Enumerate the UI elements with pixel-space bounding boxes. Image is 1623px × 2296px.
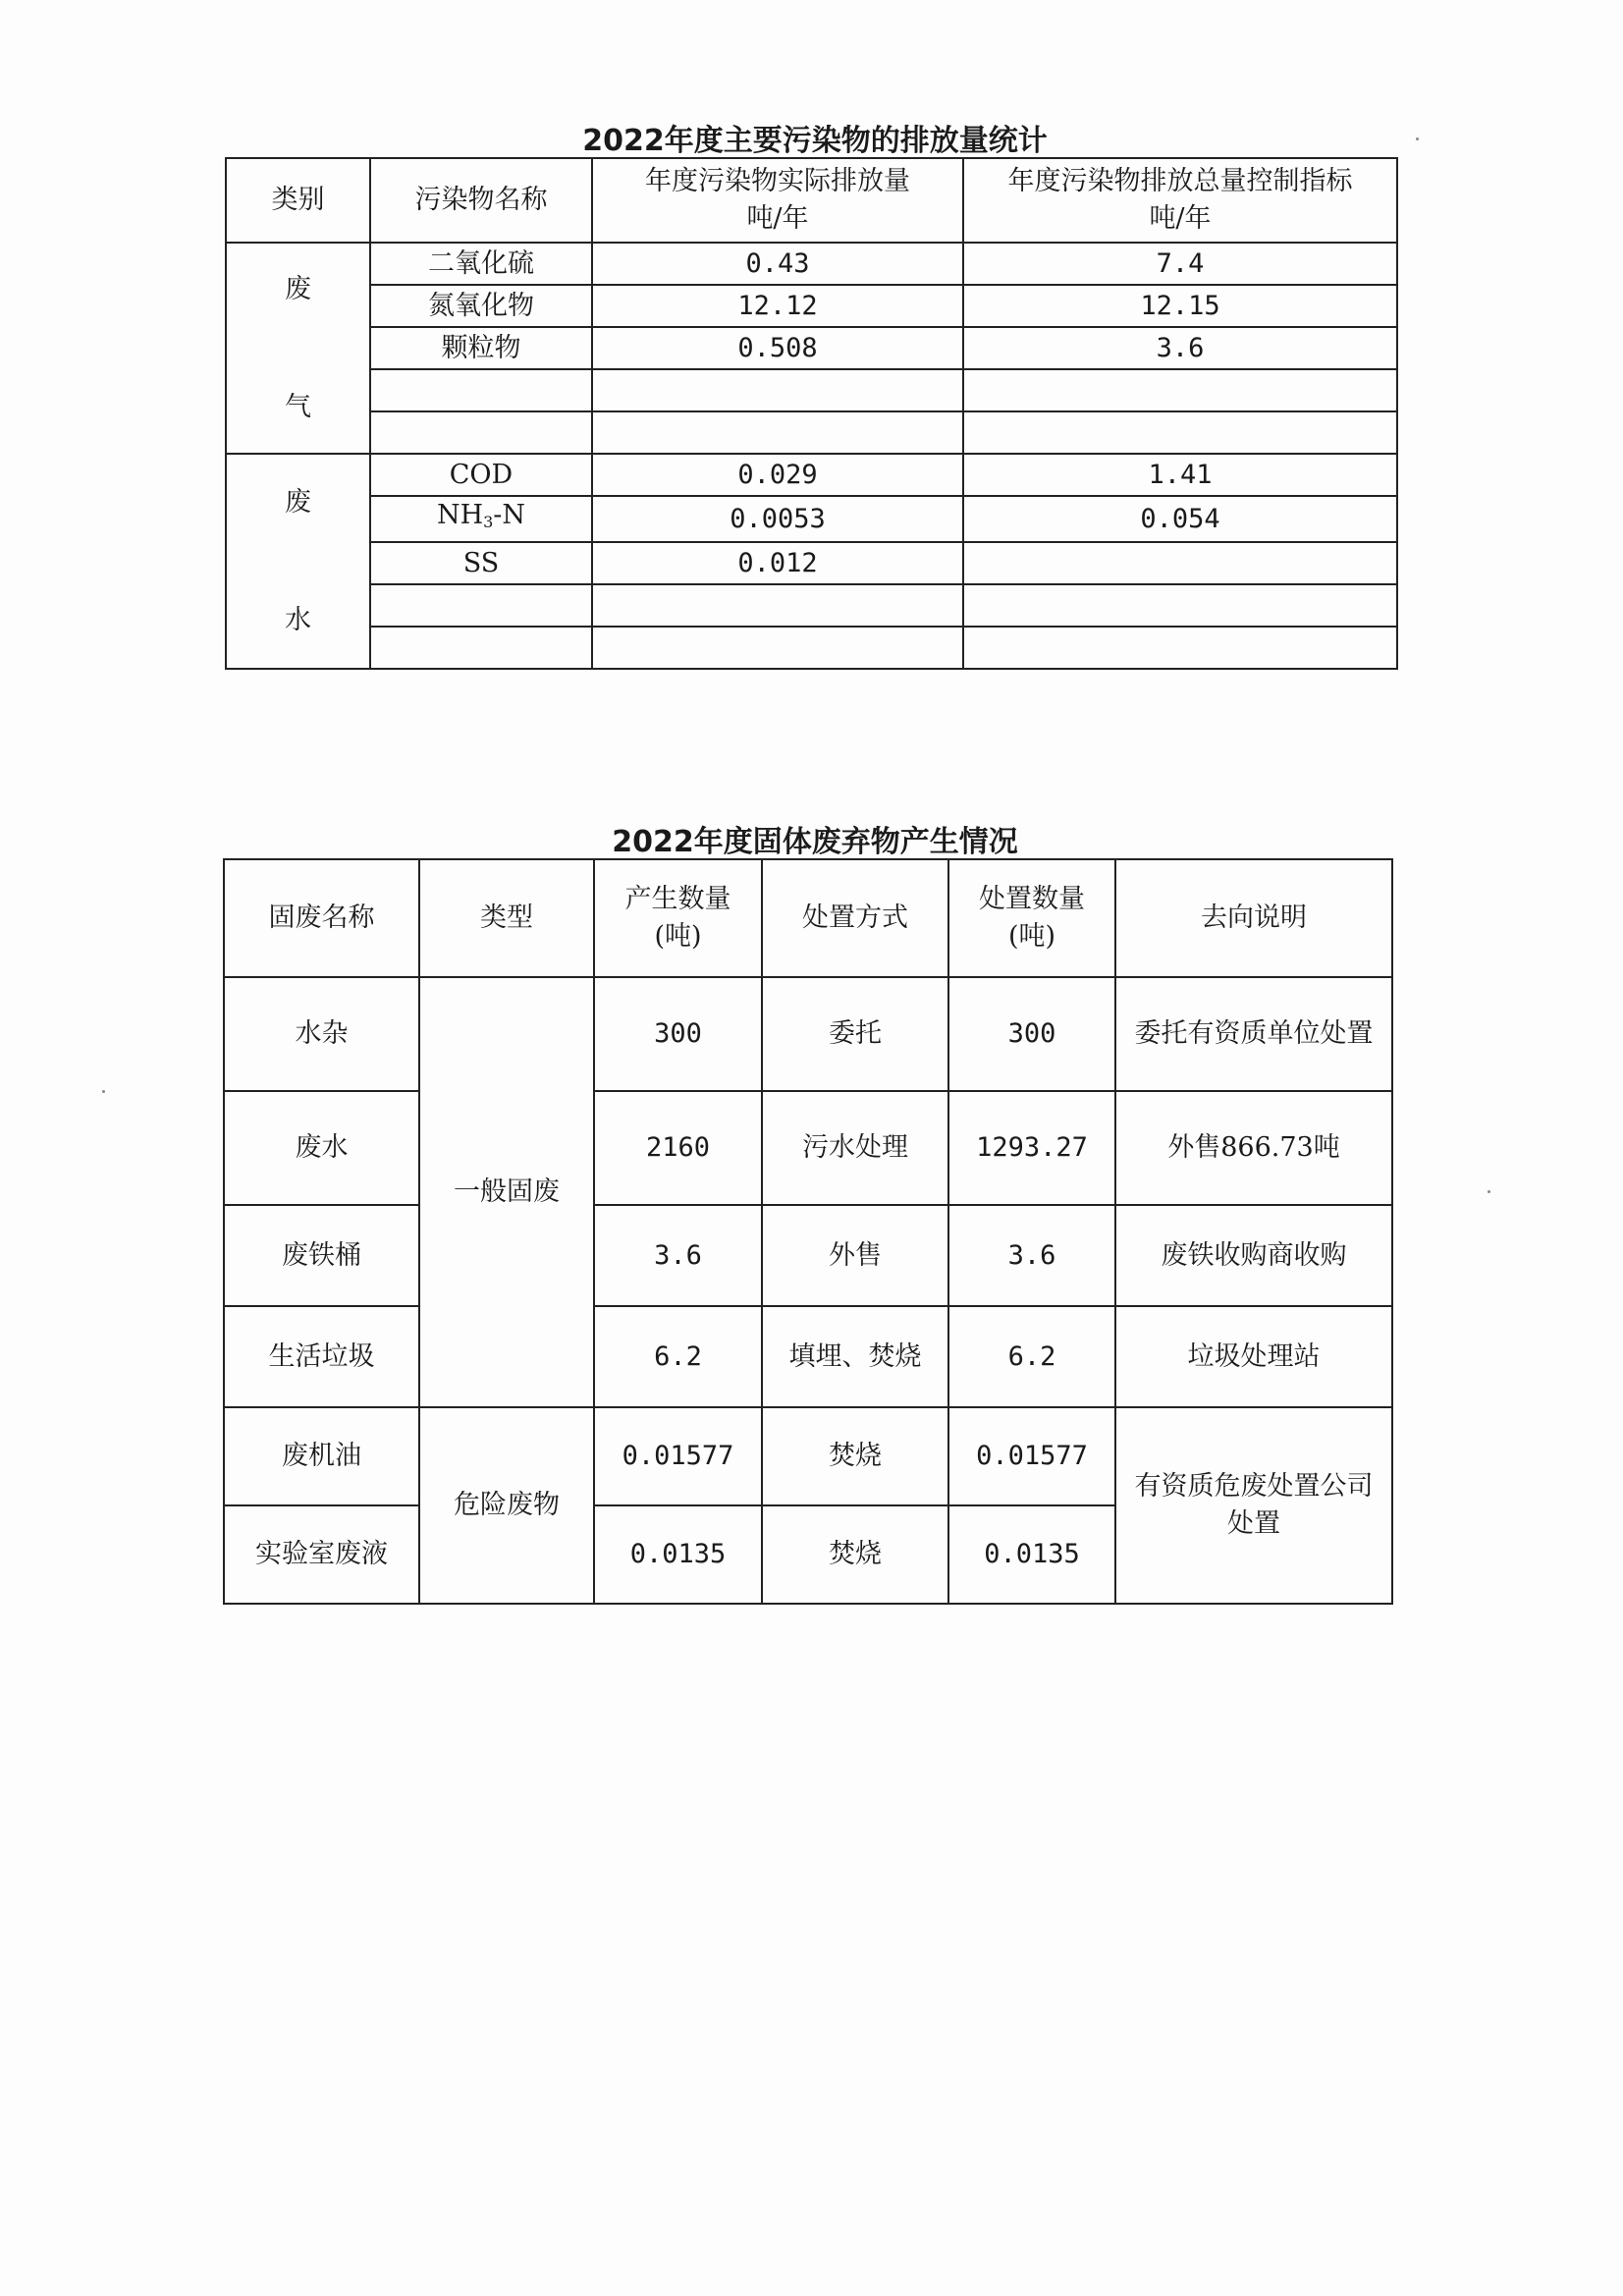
empty-cell	[592, 584, 963, 627]
disposed-value: 1293.27	[948, 1091, 1115, 1205]
destination-value: 垃圾处理站	[1115, 1306, 1392, 1407]
disposed-value: 6.2	[948, 1306, 1115, 1407]
produced-value: 2160	[594, 1091, 762, 1205]
pollutant-name: SS	[370, 542, 592, 584]
pollutant-name: COD	[370, 454, 592, 496]
header-actual	[592, 158, 963, 243]
emission-table-title: 2022年度主要污染物的排放量统计	[582, 124, 1048, 158]
empty-cell	[370, 369, 592, 411]
pollutant-name: 氮氧化物	[370, 285, 592, 327]
table-row	[226, 285, 1397, 327]
empty-cell	[592, 627, 963, 669]
actual-value: 12.12	[592, 285, 963, 327]
disposed-value: 0.0135	[948, 1505, 1115, 1604]
table-row	[226, 542, 1397, 584]
actual-value: 0.508	[592, 327, 963, 369]
limit-value: 7.4	[963, 243, 1397, 285]
disposed-value: 3.6	[948, 1205, 1115, 1306]
scan-speck	[1416, 137, 1419, 140]
category-water-char2: 水	[285, 604, 311, 635]
limit-value: 3.6	[963, 327, 1397, 369]
emission-header-row	[226, 158, 1397, 243]
header-limit	[963, 158, 1397, 243]
header-produced	[594, 859, 762, 977]
table-row	[226, 327, 1397, 369]
waste-name: 生活垃圾	[224, 1306, 419, 1407]
solid-waste-table-title: 2022年度固体废弃物产生情况	[612, 825, 1018, 859]
pollutant-name-suffix: -N	[493, 500, 526, 530]
limit-value	[963, 542, 1397, 584]
header-produced-line2: (吨)	[654, 921, 702, 952]
produced-value: 6.2	[594, 1306, 762, 1407]
table-row	[226, 243, 1397, 285]
produced-value: 0.0135	[594, 1505, 762, 1604]
solid-waste-table	[223, 858, 1393, 1605]
table-row-empty	[226, 369, 1397, 411]
header-destination: 去向说明	[1115, 859, 1392, 977]
header-method: 处置方式	[762, 859, 948, 977]
table-row-empty	[226, 627, 1397, 669]
empty-cell	[370, 411, 592, 454]
scan-speck	[102, 1090, 105, 1093]
hazardous-destination: 有资质危废处置公司处置	[1115, 1407, 1392, 1604]
table-row	[226, 454, 1397, 496]
waste-name: 实验室废液	[224, 1505, 419, 1604]
actual-value: 0.012	[592, 542, 963, 584]
header-actual-line1: 年度污染物实际排放量	[645, 166, 910, 196]
header-name: 固废名称	[224, 859, 419, 977]
table-row	[224, 1091, 1392, 1205]
actual-value: 0.43	[592, 243, 963, 285]
disposed-value: 300	[948, 977, 1115, 1091]
table-row-empty	[226, 584, 1397, 627]
method-value: 焚烧	[762, 1505, 948, 1604]
produced-value: 3.6	[594, 1205, 762, 1306]
limit-value: 0.054	[963, 496, 1397, 542]
category-gas-char2: 气	[285, 391, 311, 422]
pollutant-name: 颗粒物	[370, 327, 592, 369]
solid-header-row	[224, 859, 1392, 977]
method-value: 焚烧	[762, 1407, 948, 1505]
destination-value: 委托有资质单位处置	[1115, 977, 1392, 1091]
pollutant-name-prefix: NH	[436, 500, 484, 530]
header-actual-line2: 吨/年	[746, 203, 809, 234]
empty-cell	[592, 369, 963, 411]
destination-value: 外售866.73吨	[1115, 1091, 1392, 1205]
limit-value: 1.41	[963, 454, 1397, 496]
header-limit-line1: 年度污染物排放总量控制指标	[1007, 166, 1353, 196]
category-water	[226, 454, 370, 669]
pollutant-name-subscript: 3	[483, 513, 494, 531]
emission-table	[225, 157, 1398, 670]
waste-name: 废机油	[224, 1407, 419, 1505]
actual-value: 0.029	[592, 454, 963, 496]
actual-value: 0.0053	[592, 496, 963, 542]
empty-cell	[370, 627, 592, 669]
method-value: 委托	[762, 977, 948, 1091]
table-row	[224, 977, 1392, 1091]
header-disposed	[948, 859, 1115, 977]
limit-value: 12.15	[963, 285, 1397, 327]
empty-cell	[963, 627, 1397, 669]
header-disposed-line1: 处置数量	[979, 884, 1085, 914]
type-general: 一般固废	[419, 977, 594, 1407]
empty-cell	[370, 584, 592, 627]
category-gas-char1: 废	[285, 273, 311, 304]
header-disposed-line2: (吨)	[1007, 921, 1056, 952]
table-row	[224, 1205, 1392, 1306]
header-limit-line2: 吨/年	[1149, 203, 1212, 234]
produced-value: 300	[594, 977, 762, 1091]
destination-value: 废铁收购商收购	[1115, 1205, 1392, 1306]
type-hazardous: 危险废物	[419, 1407, 594, 1604]
empty-cell	[592, 411, 963, 454]
header-produced-line1: 产生数量	[624, 884, 731, 914]
category-gas	[226, 243, 370, 454]
waste-name: 水杂	[224, 977, 419, 1091]
method-value: 外售	[762, 1205, 948, 1306]
waste-name: 废铁桶	[224, 1205, 419, 1306]
scan-speck	[1488, 1190, 1490, 1193]
waste-name: 废水	[224, 1091, 419, 1205]
method-value: 污水处理	[762, 1091, 948, 1205]
header-category: 类别	[226, 158, 370, 243]
header-pollutant: 污染物名称	[370, 158, 592, 243]
table-row-empty	[226, 411, 1397, 454]
table-row	[226, 496, 1397, 542]
disposed-value: 0.01577	[948, 1407, 1115, 1505]
method-value: 填埋、焚烧	[762, 1306, 948, 1407]
produced-value: 0.01577	[594, 1407, 762, 1505]
pollutant-name	[370, 496, 592, 542]
category-water-char1: 废	[285, 486, 311, 518]
pollutant-name: 二氧化硫	[370, 243, 592, 285]
table-row	[224, 1407, 1392, 1505]
empty-cell	[963, 369, 1397, 411]
header-type: 类型	[419, 859, 594, 977]
table-row	[224, 1306, 1392, 1407]
empty-cell	[963, 584, 1397, 627]
empty-cell	[963, 411, 1397, 454]
